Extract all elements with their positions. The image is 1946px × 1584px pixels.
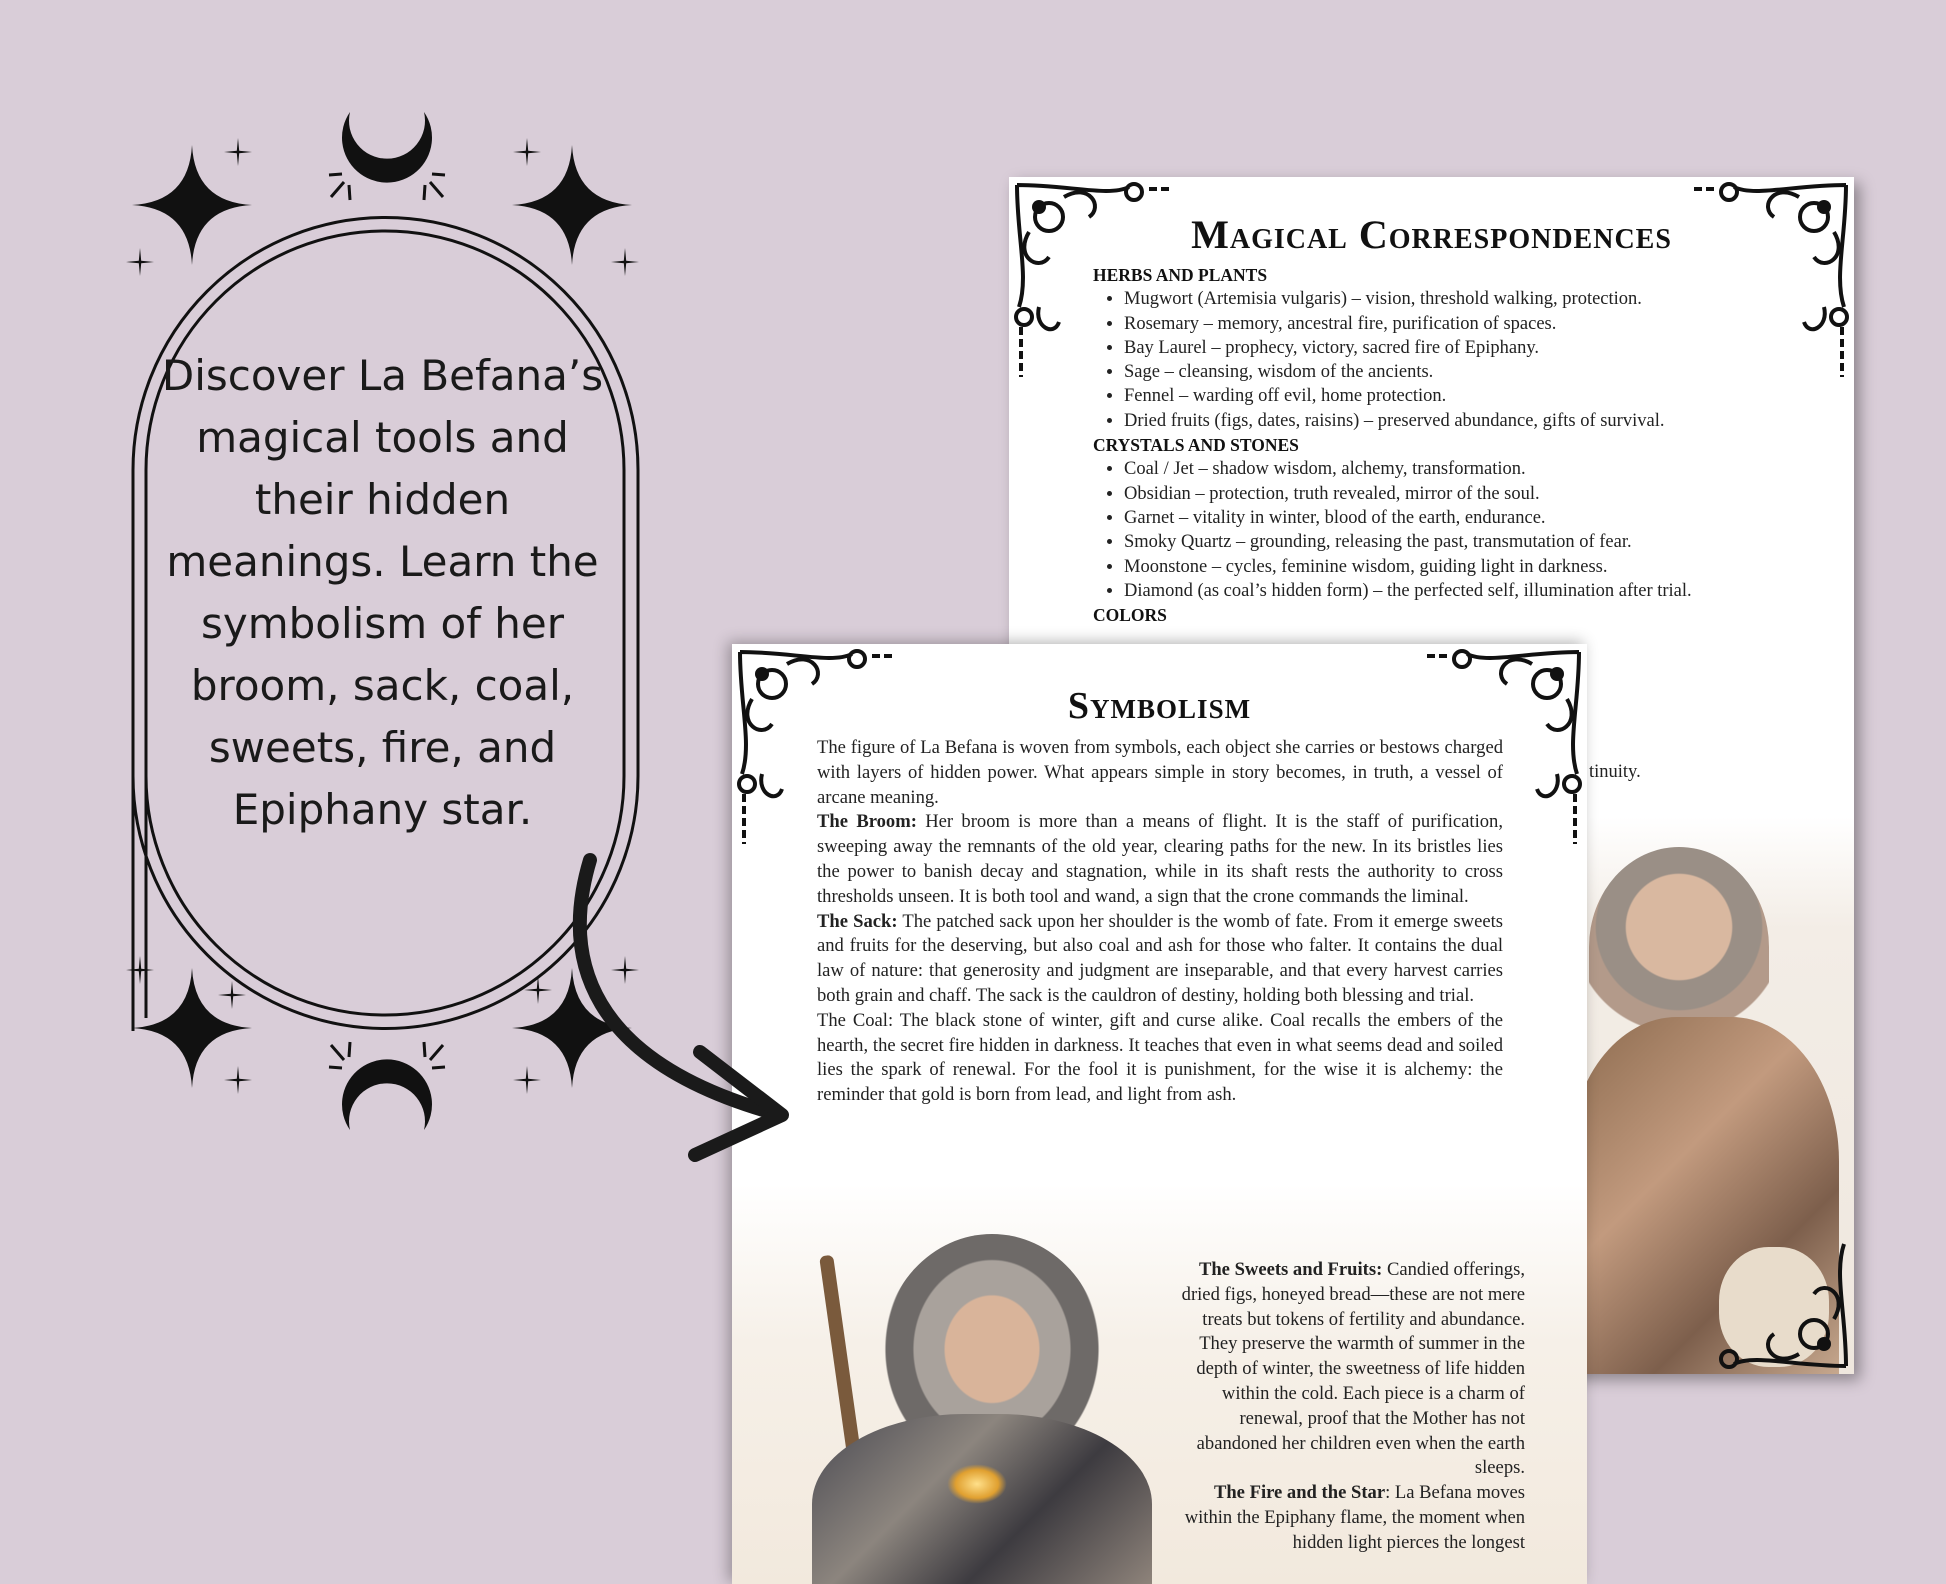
symbolism-continued [1175,1258,1525,1556]
page-title: Magical Correspondences [1191,212,1672,257]
crescent-moon-icon [329,112,445,200]
sack-label: The Sack: [817,910,898,932]
list-item: • Smoky Quartz – grounding, releasing the past, transmutation of fear. [1124,530,1692,554]
coal-paragraph: The Coal: The black stone of winter, gift and curse alike. Coal recalls the embers of the hearth, the secret fire hidden in darkness. It teaches that even in what seems dead and soiled lies the spark of renewal. For the fool it is punishment, for the wise it is alchemy: the reminder that gold is born from lead, and light from ash. [817,1009,1503,1106]
page-title: Symbolism [1067,685,1252,727]
corner-ornament-icon [1694,1174,1854,1374]
list-item: • Dried fruits (figs, dates, raisins) – preserved abundance, gifts of survival. [1124,409,1692,433]
list-item: • Moonstone – cycles, feminine wisdom, guiding light in darkness. [1124,555,1692,579]
arrow-icon [550,840,810,1170]
sweets-label: The Sweets and Fruits: [1198,1259,1383,1280]
crescent-moon-icon [329,1042,445,1130]
intro-paragraph: The figure of La Befana is woven from symbols, each object she carries or bestows charged with layers of hidden power. What appears simple in story becomes, in truth, a vessel of arcane meaning. [817,737,1503,808]
sweets-paragraph [1175,1258,1525,1481]
promo-text: Discover La Befana’s magical tools and their hidden meanings. Learn the symbolism of her broom, sack, coal, sweets, fire, and Epiphany star. [161,351,604,834]
list-item: • Obsidian – protection, truth revealed, mirror of the soul. [1124,482,1692,506]
symbolism-body [817,736,1503,1108]
broom-label: The Broom: [817,811,917,833]
list-item: • Mugwort (Artemisia vulgaris) – vision, threshold walking, protection. [1124,287,1692,311]
sack-text: The patched sack upon her shoulder is the womb of fate. From it emerge sweets and fruits for the deserving, but also coal and ash for those who falter. It contains the dual law of nature: that generosity and judgment are inseparable, and that every harvest carries both grain and chaff. The sack is the cauldron of destiny, holding both blessing and trial. [817,910,1503,1006]
list-item: • Fennel – warding off evil, home protection. [1124,384,1692,408]
list-item: • Bay Laurel – prophecy, victory, sacred fire of Epiphany. [1124,336,1692,360]
befana-illustration [772,1214,1172,1584]
partial-text: tinuity. [1589,762,1641,782]
sack-paragraph [817,910,1503,1009]
section-heading: COLORS [1093,605,1167,626]
list-item: • Garnet – vitality in winter, blood of the earth, endurance. [1124,506,1692,530]
fire-text: : La Befana moves within the Epiphany flame, the moment when hidden light pierces the longest [1184,1482,1525,1553]
list-item: • Rosemary – memory, ancestral fire, purification of spaces. [1124,312,1692,336]
corner-ornament-icon [1694,177,1854,377]
section-heading: HERBS AND PLANTS [1093,265,1268,285]
broom-text: Her broom is more than a means of flight. It is the staff of purification, sweeping away the remnants of the old year, clearing paths for the new. In its bristles lies the power to banish decay and stagnation, while in its shaft rests the authority to cross thresholds unseen. It is both tool and wand, a sign that the crone commands the liminal. [817,811,1503,907]
list-item: • Diamond (as coal’s hidden form) – the perfected self, illumination after trial. [1124,579,1692,603]
broom-paragraph [817,810,1503,909]
correspondences-list [1093,263,1692,627]
symbolism-page [732,644,1587,1584]
list-item: • Sage – cleansing, wisdom of the ancients. [1124,360,1692,384]
section-heading: CRYSTALS AND STONES [1093,435,1299,456]
list-item: • Coal / Jet – shadow wisdom, alchemy, transformation. [1124,457,1692,481]
fire-label: The Fire and the Star [1213,1482,1386,1504]
sweets-text: Candied offerings, dried figs, honeyed bread—these are not mere treats but tokens of fertility and abundance. They preserve the warmth of summer in the depth of winter, the sweetness of life hidden within the cold. Each piece is a charm of renewal, proof that the Mother has not abandoned her children even when the earth sleeps. [1181,1259,1525,1479]
fire-paragraph [1175,1481,1525,1555]
